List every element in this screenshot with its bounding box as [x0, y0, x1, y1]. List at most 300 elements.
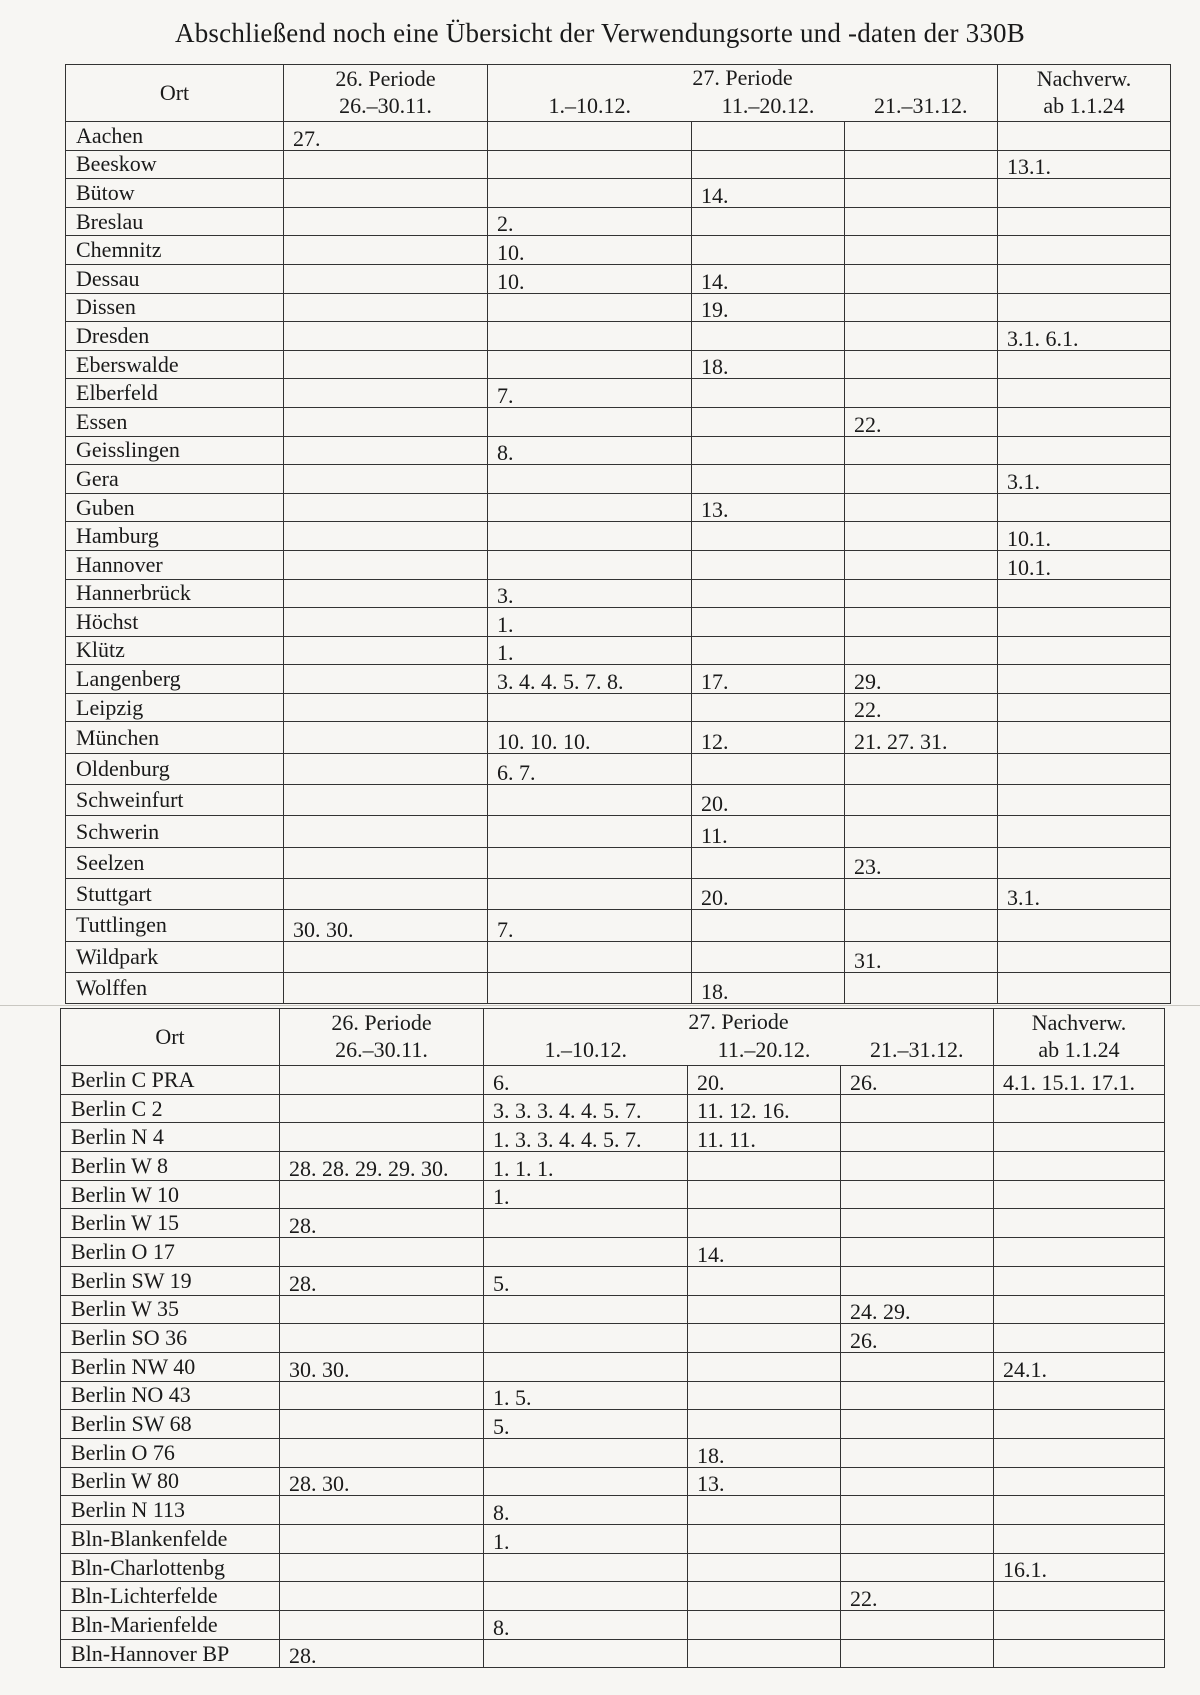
cell-period-26: 28.	[280, 1209, 484, 1238]
cell-dec-21-31	[841, 1611, 994, 1640]
cell-dec-1-10: 7.	[488, 379, 692, 408]
cell-period-26	[284, 579, 488, 608]
cell-period-26	[280, 1553, 484, 1582]
cell-dec-21-31	[841, 1123, 994, 1152]
cell-dec-1-10: 2.	[488, 207, 692, 236]
cell-period-26	[284, 293, 488, 322]
cell-dec-1-10	[488, 972, 692, 1003]
cell-nachverw	[998, 753, 1171, 784]
table-row	[66, 878, 1171, 909]
table-row	[61, 1352, 1165, 1381]
cell-ort: Berlin O 17	[61, 1238, 280, 1267]
cell-period-26	[280, 1094, 484, 1123]
cell-dec-21-31	[841, 1209, 994, 1238]
cell-ort: Klütz	[66, 636, 284, 665]
cell-ort: Berlin SO 36	[61, 1324, 280, 1353]
page-title: Abschließend noch eine Übersicht der Verwendungsorte und -daten der 330B	[175, 18, 1025, 48]
cell-ort: Dissen	[66, 293, 284, 322]
col-header-dec-1-10: 1.–10.12.	[488, 93, 692, 122]
cell-nachverw	[998, 941, 1171, 972]
table-row	[66, 522, 1171, 551]
cell-nachverw	[994, 1094, 1165, 1123]
cell-dec-1-10	[488, 878, 692, 909]
cell-dec-11-20	[692, 122, 845, 151]
cell-dec-1-10	[488, 407, 692, 436]
cell-ort: Schwerin	[66, 816, 284, 847]
cell-dec-1-10	[484, 1467, 688, 1496]
col-header-nachverw: Nachverw. ab 1.1.24	[998, 65, 1171, 122]
cell-dec-21-31	[845, 636, 998, 665]
usage-table-locations	[65, 64, 1171, 1004]
cell-period-26: 28.	[280, 1266, 484, 1295]
cell-dec-1-10	[484, 1553, 688, 1582]
table-row	[66, 665, 1171, 694]
cell-period-26	[284, 150, 488, 179]
cell-ort: Gera	[66, 465, 284, 494]
cell-dec-21-31	[845, 550, 998, 579]
cell-nachverw	[994, 1496, 1165, 1525]
col-header-period-26: 26. Periode 26.–30.11.	[284, 65, 488, 122]
cell-ort: Berlin C PRA	[61, 1066, 280, 1095]
cell-dec-21-31	[845, 179, 998, 208]
cell-period-26	[284, 847, 488, 878]
cell-dec-1-10	[484, 1209, 688, 1238]
cell-period-26	[280, 1324, 484, 1353]
cell-dec-11-20: 13.	[692, 493, 845, 522]
table-row	[66, 636, 1171, 665]
cell-dec-1-10: 3. 3. 3. 4. 4. 5. 7.	[484, 1094, 688, 1123]
cell-nachverw	[998, 665, 1171, 694]
cell-dec-21-31	[845, 785, 998, 816]
col-header-dec-21-31: 21.–31.12.	[845, 93, 998, 122]
cell-dec-11-20	[688, 1295, 841, 1324]
cell-dec-21-31	[845, 350, 998, 379]
cell-dec-11-20	[688, 1266, 841, 1295]
cell-dec-21-31	[841, 1438, 994, 1467]
cell-dec-21-31	[845, 436, 998, 465]
cell-period-26	[280, 1438, 484, 1467]
cell-dec-1-10: 1.	[484, 1525, 688, 1554]
table-row	[61, 1582, 1165, 1611]
cell-nachverw	[998, 264, 1171, 293]
cell-dec-21-31	[841, 1496, 994, 1525]
cell-dec-21-31	[845, 150, 998, 179]
table-row	[61, 1209, 1165, 1238]
table-row	[66, 910, 1171, 941]
cell-period-26	[280, 1525, 484, 1554]
cell-dec-21-31: 29.	[845, 665, 998, 694]
cell-dec-11-20	[692, 236, 845, 265]
cell-dec-1-10	[484, 1352, 688, 1381]
cell-nachverw	[994, 1438, 1165, 1467]
cell-dec-11-20: 20.	[692, 785, 845, 816]
cell-nachverw	[998, 436, 1171, 465]
cell-ort: Dresden	[66, 322, 284, 351]
cell-ort: Beeskow	[66, 150, 284, 179]
cell-dec-1-10: 6.	[484, 1066, 688, 1095]
cell-period-26: 28.	[280, 1639, 484, 1668]
table-row	[66, 264, 1171, 293]
cell-dec-1-10	[484, 1582, 688, 1611]
table-row	[66, 436, 1171, 465]
cell-ort: Bln-Charlottenbg	[61, 1553, 280, 1582]
cell-ort: Essen	[66, 407, 284, 436]
cell-dec-11-20: 17.	[692, 665, 845, 694]
cell-nachverw: 3.1.	[998, 465, 1171, 494]
cell-dec-11-20	[688, 1324, 841, 1353]
table-row	[66, 608, 1171, 637]
cell-nachverw	[994, 1209, 1165, 1238]
table-row	[66, 236, 1171, 265]
cell-nachverw: 3.1.	[998, 878, 1171, 909]
cell-ort: Seelzen	[66, 847, 284, 878]
cell-period-26	[284, 693, 488, 722]
fold-line	[0, 1005, 1200, 1006]
cell-nachverw	[998, 207, 1171, 236]
table-row	[61, 1180, 1165, 1209]
cell-nachverw	[994, 1238, 1165, 1267]
cell-ort: Berlin W 80	[61, 1467, 280, 1496]
cell-period-26	[280, 1611, 484, 1640]
cell-period-26	[284, 550, 488, 579]
cell-ort: Berlin W 35	[61, 1295, 280, 1324]
cell-ort: Bütow	[66, 179, 284, 208]
cell-period-26: 27.	[284, 122, 488, 151]
cell-dec-11-20: 18.	[692, 972, 845, 1003]
cell-nachverw: 16.1.	[994, 1553, 1165, 1582]
cell-ort: Wildpark	[66, 941, 284, 972]
cell-ort: Berlin C 2	[61, 1094, 280, 1123]
cell-dec-21-31	[845, 910, 998, 941]
cell-dec-11-20	[692, 522, 845, 551]
cell-nachverw	[998, 785, 1171, 816]
cell-nachverw	[998, 693, 1171, 722]
table-header-row	[66, 65, 1171, 93]
cell-dec-11-20	[688, 1525, 841, 1554]
cell-dec-11-20: 14.	[688, 1238, 841, 1267]
table-row	[66, 972, 1171, 1003]
cell-dec-11-20	[692, 379, 845, 408]
cell-nachverw	[994, 1639, 1165, 1668]
col-header-dec-11-20: 11.–20.12.	[692, 93, 845, 122]
col-header-dec-21-31: 21.–31.12.	[841, 1037, 994, 1066]
cell-nachverw	[998, 179, 1171, 208]
cell-dec-21-31	[845, 264, 998, 293]
table-row	[66, 465, 1171, 494]
cell-ort: Bln-Blankenfelde	[61, 1525, 280, 1554]
col-header-period-26: 26. Periode 26.–30.11.	[280, 1009, 484, 1066]
cell-period-26: 30. 30.	[280, 1352, 484, 1381]
cell-dec-21-31	[841, 1467, 994, 1496]
cell-dec-1-10: 10.	[488, 264, 692, 293]
cell-dec-11-20	[692, 693, 845, 722]
col-header-nachverw: Nachverw. ab 1.1.24	[994, 1009, 1165, 1066]
cell-period-26	[280, 1381, 484, 1410]
table-row	[61, 1295, 1165, 1324]
cell-nachverw	[994, 1410, 1165, 1439]
cell-dec-21-31	[841, 1266, 994, 1295]
cell-dec-21-31	[841, 1352, 994, 1381]
cell-dec-1-10	[484, 1324, 688, 1353]
table-row	[61, 1496, 1165, 1525]
cell-dec-11-20	[688, 1352, 841, 1381]
cell-ort: Guben	[66, 493, 284, 522]
cell-dec-1-10	[488, 350, 692, 379]
table-row	[61, 1438, 1165, 1467]
table-row	[66, 847, 1171, 878]
cell-ort: Berlin O 76	[61, 1438, 280, 1467]
cell-period-26	[284, 379, 488, 408]
cell-period-26	[284, 436, 488, 465]
cell-dec-21-31	[841, 1410, 994, 1439]
cell-dec-21-31	[845, 878, 998, 909]
cell-dec-11-20	[692, 910, 845, 941]
cell-period-26	[284, 350, 488, 379]
cell-nachverw	[994, 1180, 1165, 1209]
cell-ort: Leipzig	[66, 693, 284, 722]
table-row	[66, 785, 1171, 816]
cell-ort: Breslau	[66, 207, 284, 236]
cell-dec-11-20	[692, 465, 845, 494]
cell-ort: Bln-Hannover BP	[61, 1639, 280, 1668]
cell-period-26	[284, 179, 488, 208]
cell-ort: Oldenburg	[66, 753, 284, 784]
cell-ort: Eberswalde	[66, 350, 284, 379]
col-header-period-27: 27. Periode	[488, 65, 998, 93]
cell-dec-21-31	[841, 1094, 994, 1123]
cell-dec-11-20	[692, 407, 845, 436]
cell-dec-1-10: 1.	[484, 1180, 688, 1209]
table-row	[61, 1066, 1165, 1095]
table-row	[66, 179, 1171, 208]
cell-dec-1-10	[488, 122, 692, 151]
cell-dec-11-20	[692, 322, 845, 351]
col-header-period-27: 27. Periode	[484, 1009, 994, 1037]
cell-nachverw	[998, 636, 1171, 665]
cell-ort: Aachen	[66, 122, 284, 151]
cell-dec-1-10: 1. 3. 3. 4. 4. 5. 7.	[484, 1123, 688, 1152]
cell-ort: Berlin SW 68	[61, 1410, 280, 1439]
cell-dec-11-20	[692, 579, 845, 608]
cell-period-26	[280, 1582, 484, 1611]
cell-ort: Tuttlingen	[66, 910, 284, 941]
cell-period-26	[284, 322, 488, 351]
cell-dec-11-20	[692, 608, 845, 637]
cell-dec-1-10	[484, 1639, 688, 1668]
cell-dec-1-10	[488, 322, 692, 351]
cell-dec-11-20	[688, 1381, 841, 1410]
cell-dec-1-10	[488, 693, 692, 722]
cell-nachverw: 10.1.	[998, 522, 1171, 551]
cell-dec-11-20: 11. 11.	[688, 1123, 841, 1152]
cell-dec-11-20: 11. 12. 16.	[688, 1094, 841, 1123]
cell-period-26	[284, 522, 488, 551]
cell-ort: Berlin SW 19	[61, 1266, 280, 1295]
table-row	[61, 1467, 1165, 1496]
cell-dec-1-10	[488, 179, 692, 208]
cell-dec-21-31: 31.	[845, 941, 998, 972]
cell-dec-1-10: 10.	[488, 236, 692, 265]
cell-period-26: 30. 30.	[284, 910, 488, 941]
cell-dec-21-31	[845, 753, 998, 784]
cell-dec-11-20: 14.	[692, 264, 845, 293]
cell-period-26	[284, 878, 488, 909]
cell-dec-1-10	[488, 150, 692, 179]
table-row	[66, 322, 1171, 351]
cell-nachverw	[998, 379, 1171, 408]
cell-dec-21-31: 22.	[845, 693, 998, 722]
cell-nachverw	[994, 1467, 1165, 1496]
table-row	[61, 1266, 1165, 1295]
table-row	[66, 722, 1171, 753]
cell-dec-1-10: 5.	[484, 1266, 688, 1295]
cell-dec-11-20	[688, 1209, 841, 1238]
usage-table-berlin	[60, 1008, 1165, 1668]
cell-nachverw	[994, 1611, 1165, 1640]
table-row	[66, 122, 1171, 151]
cell-dec-1-10	[488, 941, 692, 972]
cell-ort: Dessau	[66, 264, 284, 293]
table-row	[61, 1410, 1165, 1439]
cell-nachverw	[998, 722, 1171, 753]
cell-ort: Chemnitz	[66, 236, 284, 265]
cell-dec-11-20	[688, 1582, 841, 1611]
cell-dec-11-20: 20.	[688, 1066, 841, 1095]
table-row	[66, 550, 1171, 579]
cell-nachverw	[998, 407, 1171, 436]
cell-period-26	[284, 493, 488, 522]
table-row	[66, 753, 1171, 784]
cell-dec-21-31	[845, 322, 998, 351]
cell-dec-21-31	[845, 972, 998, 1003]
cell-dec-21-31: 26.	[841, 1066, 994, 1095]
cell-ort: Langenberg	[66, 665, 284, 694]
cell-dec-21-31	[845, 379, 998, 408]
col-header-dec-1-10: 1.–10.12.	[484, 1037, 688, 1066]
cell-ort: Höchst	[66, 608, 284, 637]
cell-dec-21-31: 22.	[841, 1582, 994, 1611]
cell-dec-11-20	[692, 207, 845, 236]
table-row	[66, 941, 1171, 972]
cell-dec-11-20: 11.	[692, 816, 845, 847]
cell-dec-1-10: 5.	[484, 1410, 688, 1439]
cell-dec-1-10: 1. 1. 1.	[484, 1152, 688, 1181]
cell-nachverw	[994, 1381, 1165, 1410]
cell-dec-11-20	[688, 1611, 841, 1640]
cell-dec-1-10	[488, 847, 692, 878]
cell-period-26	[284, 665, 488, 694]
cell-period-26	[284, 816, 488, 847]
table-row	[66, 579, 1171, 608]
cell-dec-21-31	[841, 1525, 994, 1554]
cell-period-26	[284, 236, 488, 265]
table-row	[61, 1238, 1165, 1267]
cell-dec-11-20	[688, 1639, 841, 1668]
cell-dec-21-31	[845, 493, 998, 522]
cell-nachverw	[998, 122, 1171, 151]
cell-period-26	[280, 1238, 484, 1267]
cell-dec-11-20: 12.	[692, 722, 845, 753]
cell-dec-21-31	[841, 1238, 994, 1267]
table-row	[61, 1639, 1165, 1668]
cell-nachverw	[994, 1295, 1165, 1324]
cell-dec-1-10: 3. 4. 4. 5. 7. 8.	[488, 665, 692, 694]
cell-nachverw	[994, 1152, 1165, 1181]
table-row	[61, 1525, 1165, 1554]
cell-dec-11-20	[692, 753, 845, 784]
cell-nachverw	[998, 350, 1171, 379]
table-row	[66, 816, 1171, 847]
cell-ort: Berlin N 4	[61, 1123, 280, 1152]
table-row	[66, 407, 1171, 436]
col-header-ort: Ort	[66, 65, 284, 122]
cell-ort: Hannerbrück	[66, 579, 284, 608]
cell-ort: Berlin W 8	[61, 1152, 280, 1181]
table-row	[61, 1094, 1165, 1123]
cell-ort: Berlin NO 43	[61, 1381, 280, 1410]
cell-dec-21-31	[845, 608, 998, 637]
cell-dec-21-31	[845, 579, 998, 608]
cell-nachverw	[994, 1123, 1165, 1152]
cell-dec-21-31	[841, 1152, 994, 1181]
cell-dec-21-31	[845, 465, 998, 494]
table-body	[66, 122, 1171, 1004]
cell-dec-11-20	[688, 1496, 841, 1525]
cell-nachverw	[998, 972, 1171, 1003]
cell-nachverw: 13.1.	[998, 150, 1171, 179]
cell-dec-21-31	[841, 1553, 994, 1582]
cell-dec-11-20	[692, 150, 845, 179]
cell-dec-21-31: 24. 29.	[841, 1295, 994, 1324]
cell-dec-21-31	[845, 293, 998, 322]
cell-nachverw	[998, 236, 1171, 265]
cell-period-26	[280, 1180, 484, 1209]
table-row	[66, 293, 1171, 322]
cell-period-26	[280, 1066, 484, 1095]
cell-nachverw	[994, 1324, 1165, 1353]
table-row	[61, 1611, 1165, 1640]
cell-period-26	[280, 1295, 484, 1324]
cell-dec-1-10	[488, 493, 692, 522]
cell-dec-21-31	[845, 236, 998, 265]
cell-dec-21-31: 23.	[845, 847, 998, 878]
cell-dec-11-20: 18.	[692, 350, 845, 379]
cell-ort: Berlin W 15	[61, 1209, 280, 1238]
cell-nachverw	[994, 1582, 1165, 1611]
cell-ort: Berlin W 10	[61, 1180, 280, 1209]
cell-nachverw	[998, 816, 1171, 847]
cell-dec-1-10: 1. 5.	[484, 1381, 688, 1410]
cell-dec-1-10	[488, 293, 692, 322]
cell-nachverw: 24.1.	[994, 1352, 1165, 1381]
cell-nachverw	[998, 493, 1171, 522]
cell-dec-1-10	[484, 1438, 688, 1467]
cell-dec-11-20	[692, 636, 845, 665]
cell-ort: Bln-Marienfelde	[61, 1611, 280, 1640]
cell-dec-11-20: 18.	[688, 1438, 841, 1467]
table-row	[66, 693, 1171, 722]
cell-period-26	[284, 972, 488, 1003]
cell-period-26	[280, 1496, 484, 1525]
cell-dec-1-10	[488, 550, 692, 579]
cell-nachverw	[994, 1266, 1165, 1295]
cell-ort: Berlin NW 40	[61, 1352, 280, 1381]
cell-dec-11-20: 19.	[692, 293, 845, 322]
cell-nachverw: 3.1. 6.1.	[998, 322, 1171, 351]
cell-dec-21-31	[841, 1381, 994, 1410]
cell-period-26	[284, 465, 488, 494]
cell-dec-1-10: 8.	[484, 1496, 688, 1525]
